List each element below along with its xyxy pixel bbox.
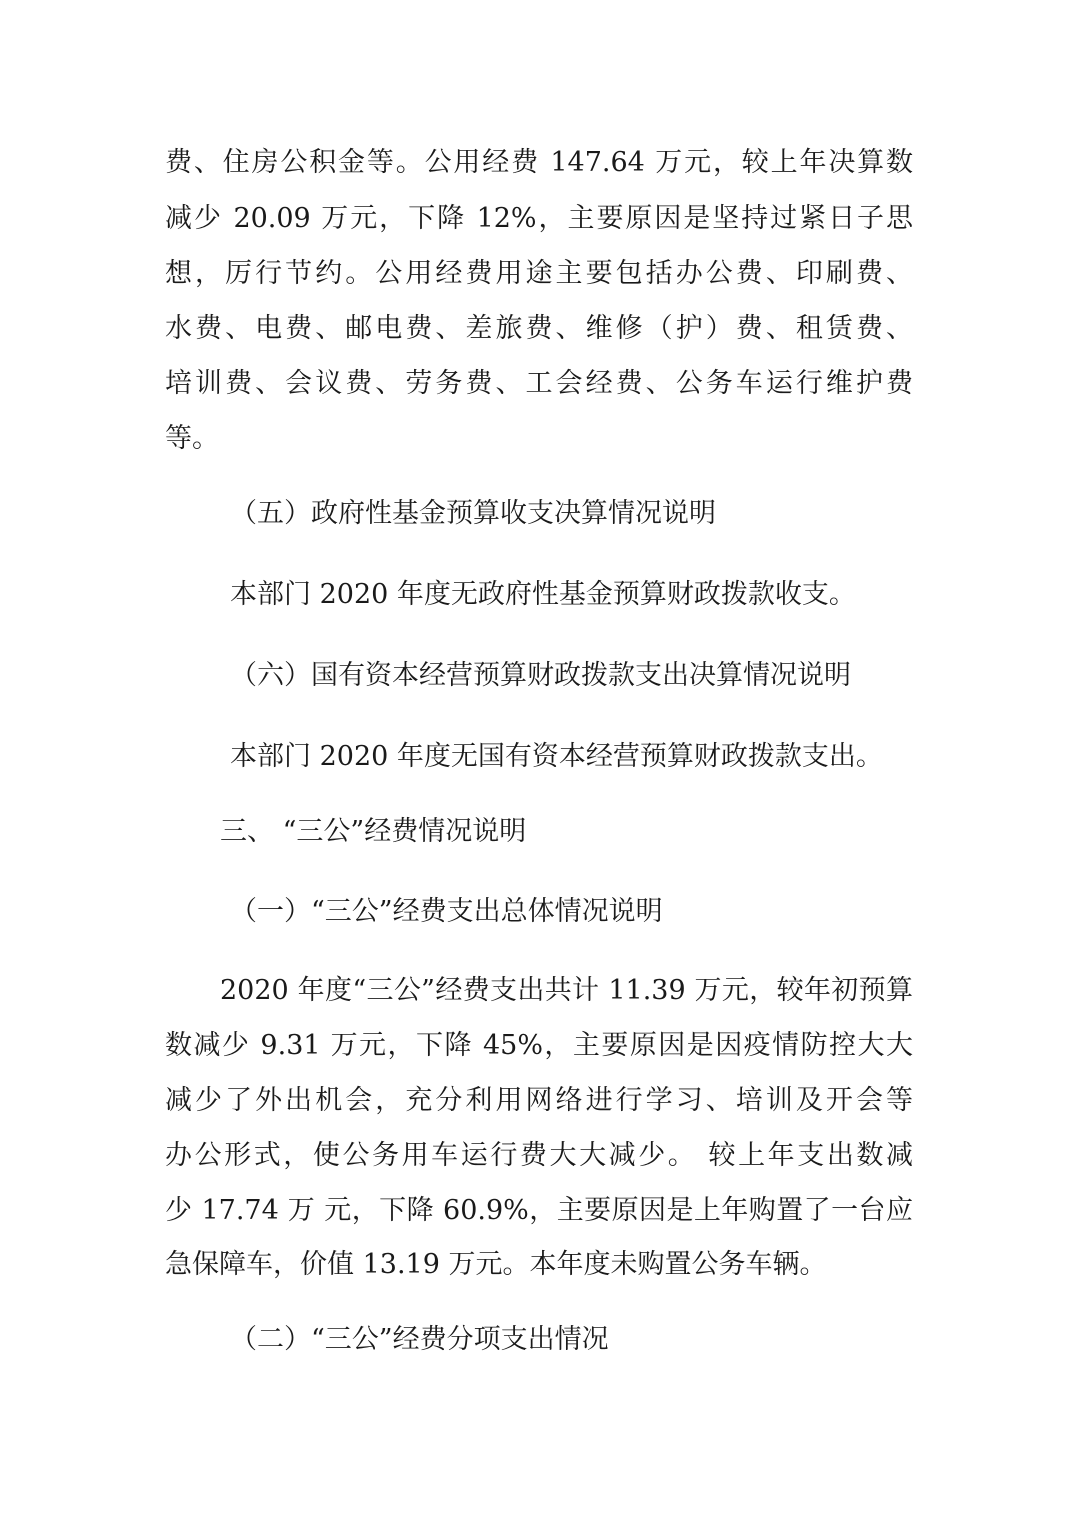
paragraph-line: 数减少 9.31 万元，下降 45%，主要原因是因疫情防控大大 [165, 1030, 913, 1061]
section-heading: （六）国有资本经营预算财政拨款支出决算情况说明 [230, 660, 851, 691]
paragraph-line: 费、住房公积金等。公用经费 147.64 万元，较上年决算数 [165, 147, 913, 178]
paragraph-line: 等。 [165, 423, 219, 454]
section-body: 本部门 2020 年度无国有资本经营预算财政拨款支出。 [230, 741, 883, 772]
paragraph-line: 2020 年度“三公”经费支出共计 11.39 万元，较年初预算 [220, 975, 913, 1006]
subsection-heading: （一）“三公”经费支出总体情况说明 [230, 896, 663, 927]
paragraph-line: 培训费、会议费、劳务费、工会经费、公务车运行维护费 [165, 368, 913, 399]
paragraph-line: 急保障车，价值 13.19 万元。本年度未购置公务车辆。 [165, 1249, 827, 1280]
paragraph-line: 减少了外出机会，充分利用网络进行学习、培训及开会等 [165, 1085, 913, 1116]
section-heading: （五）政府性基金预算收支决算情况说明 [230, 498, 716, 529]
paragraph-line: 想，厉行节约。公用经费用途主要包括办公费、印刷费、 [165, 258, 913, 289]
part-heading: 三、 “三公”经费情况说明 [220, 816, 527, 847]
paragraph-line: 水费、电费、邮电费、差旅费、维修（护）费、租赁费、 [165, 313, 913, 344]
paragraph-line: 减少 20.09 万元，下降 12%，主要原因是坚持过紧日子思 [165, 203, 913, 234]
subsection-heading: （二）“三公”经费分项支出情况 [230, 1324, 609, 1355]
section-body: 本部门 2020 年度无政府性基金预算财政拨款收支。 [230, 579, 856, 610]
paragraph-line: 办公形式，使公务用车运行费大大减少。 较上年支出数减 [165, 1140, 913, 1171]
paragraph-line: 少 17.74 万 元，下降 60.9%，主要原因是上年购置了一台应 [165, 1195, 913, 1226]
